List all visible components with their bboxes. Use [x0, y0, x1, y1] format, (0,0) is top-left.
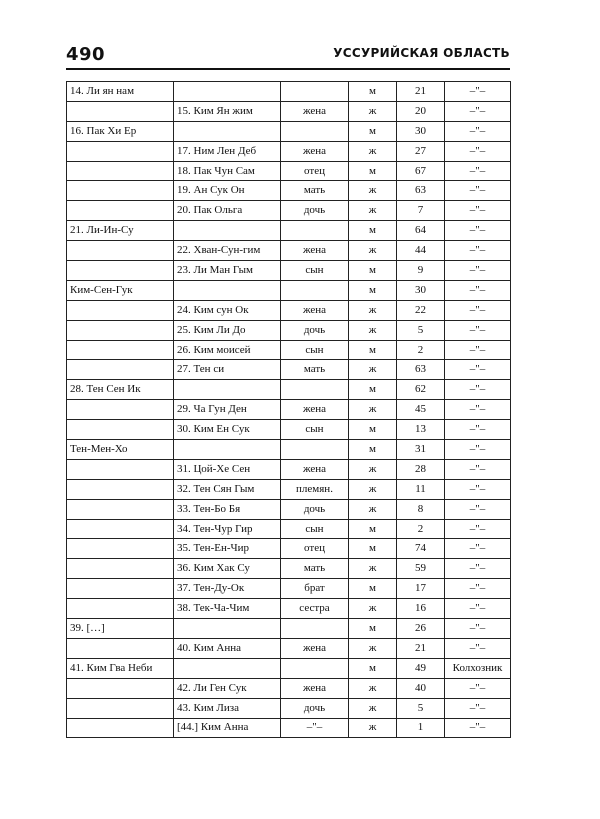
relation-cell: жена	[281, 400, 349, 420]
relation-cell: жена	[281, 101, 349, 121]
census-table	[66, 81, 511, 738]
household-head-cell	[67, 420, 174, 440]
family-member-cell: 25. Ким Ли До	[174, 320, 281, 340]
relation-cell: жена	[281, 638, 349, 658]
note-cell: –"–	[445, 718, 511, 738]
age-cell: 44	[397, 241, 445, 261]
household-head-cell: 28. Тен Сен Ик	[67, 380, 174, 400]
household-head-cell	[67, 718, 174, 738]
sex-cell: ж	[349, 698, 397, 718]
relation-cell: мать	[281, 559, 349, 579]
family-member-cell: 35. Тен-Ен-Чир	[174, 539, 281, 559]
table-row	[67, 300, 511, 320]
sex-cell: м	[349, 121, 397, 141]
table-row	[67, 420, 511, 440]
household-head-cell	[67, 340, 174, 360]
age-cell: 13	[397, 420, 445, 440]
household-head-cell	[67, 101, 174, 121]
family-member-cell: 26. Ким моисей	[174, 340, 281, 360]
family-member-cell: 38. Тек-Ча-Чим	[174, 599, 281, 619]
family-member-cell	[174, 121, 281, 141]
age-cell: 31	[397, 440, 445, 460]
age-cell: 5	[397, 698, 445, 718]
household-head-cell	[67, 539, 174, 559]
note-cell: –"–	[445, 440, 511, 460]
table-row	[67, 340, 511, 360]
sex-cell: м	[349, 261, 397, 281]
household-head-cell	[67, 300, 174, 320]
census-table-body	[67, 82, 511, 738]
table-row	[67, 479, 511, 499]
sex-cell: м	[349, 340, 397, 360]
relation-cell: отец	[281, 161, 349, 181]
running-title: УССУРИЙСКАЯ ОБЛАСТЬ	[333, 46, 510, 60]
relation-cell	[281, 221, 349, 241]
relation-cell: жена	[281, 141, 349, 161]
sex-cell: ж	[349, 320, 397, 340]
household-head-cell	[67, 599, 174, 619]
table-row	[67, 579, 511, 599]
relation-cell: брат	[281, 579, 349, 599]
relation-cell: жена	[281, 241, 349, 261]
note-cell: –"–	[445, 420, 511, 440]
table-row	[67, 201, 511, 221]
age-cell: 2	[397, 519, 445, 539]
table-row	[67, 121, 511, 141]
note-cell: –"–	[445, 698, 511, 718]
sex-cell: ж	[349, 479, 397, 499]
sex-cell: м	[349, 161, 397, 181]
table-row	[67, 241, 511, 261]
note-cell: –"–	[445, 360, 511, 380]
family-member-cell: 27. Тен си	[174, 360, 281, 380]
family-member-cell: 22. Хван-Сун-гим	[174, 241, 281, 261]
sex-cell: м	[349, 82, 397, 102]
note-cell: –"–	[445, 82, 511, 102]
note-cell: –"–	[445, 380, 511, 400]
household-head-cell	[67, 201, 174, 221]
table-row	[67, 380, 511, 400]
table-row	[67, 360, 511, 380]
relation-cell	[281, 440, 349, 460]
household-head-cell	[67, 479, 174, 499]
note-cell: –"–	[445, 221, 511, 241]
relation-cell	[281, 619, 349, 639]
household-head-cell	[67, 678, 174, 698]
sex-cell: ж	[349, 181, 397, 201]
note-cell: Колхозник	[445, 658, 511, 678]
household-head-cell	[67, 698, 174, 718]
relation-cell: дочь	[281, 499, 349, 519]
family-member-cell: 31. Цой-Хе Сен	[174, 459, 281, 479]
family-member-cell: 42. Ли Ген Сук	[174, 678, 281, 698]
table-row	[67, 440, 511, 460]
table-row	[67, 181, 511, 201]
relation-cell: дочь	[281, 698, 349, 718]
note-cell: –"–	[445, 161, 511, 181]
table-row	[67, 539, 511, 559]
relation-cell	[281, 280, 349, 300]
sex-cell: м	[349, 519, 397, 539]
family-member-cell: 40. Ким Анна	[174, 638, 281, 658]
household-head-cell: 16. Пак Хи Ер	[67, 121, 174, 141]
relation-cell: –"–	[281, 718, 349, 738]
family-member-cell: 18. Пак Чун Сам	[174, 161, 281, 181]
sex-cell: ж	[349, 241, 397, 261]
relation-cell	[281, 658, 349, 678]
family-member-cell: [44.] Ким Анна	[174, 718, 281, 738]
note-cell: –"–	[445, 201, 511, 221]
household-head-cell	[67, 241, 174, 261]
table-row	[67, 221, 511, 241]
household-head-cell	[67, 579, 174, 599]
note-cell: –"–	[445, 559, 511, 579]
age-cell: 30	[397, 121, 445, 141]
household-head-cell	[67, 360, 174, 380]
table-row	[67, 698, 511, 718]
household-head-cell	[67, 261, 174, 281]
note-cell: –"–	[445, 539, 511, 559]
family-member-cell: 29. Ча Гун Ден	[174, 400, 281, 420]
family-member-cell: 24. Ким сун Ок	[174, 300, 281, 320]
sex-cell: ж	[349, 360, 397, 380]
family-member-cell	[174, 440, 281, 460]
sex-cell: м	[349, 539, 397, 559]
header-rule	[66, 68, 510, 70]
note-cell: –"–	[445, 101, 511, 121]
note-cell: –"–	[445, 261, 511, 281]
household-head-cell: 39. […]	[67, 619, 174, 639]
household-head-cell: 21. Ли-Ин-Су	[67, 221, 174, 241]
household-head-cell	[67, 559, 174, 579]
relation-cell: мать	[281, 360, 349, 380]
family-member-cell: 30. Ким Ен Сук	[174, 420, 281, 440]
sex-cell: м	[349, 658, 397, 678]
family-member-cell	[174, 619, 281, 639]
relation-cell	[281, 380, 349, 400]
age-cell: 59	[397, 559, 445, 579]
family-member-cell	[174, 380, 281, 400]
family-member-cell: 17. Ним Лен Деб	[174, 141, 281, 161]
household-head-cell	[67, 638, 174, 658]
family-member-cell: 34. Тен-Чур Гир	[174, 519, 281, 539]
age-cell: 30	[397, 280, 445, 300]
age-cell: 49	[397, 658, 445, 678]
sex-cell: м	[349, 440, 397, 460]
table-row	[67, 320, 511, 340]
table-row	[67, 82, 511, 102]
sex-cell: ж	[349, 141, 397, 161]
family-member-cell: 15. Ким Ян жим	[174, 101, 281, 121]
table-row	[67, 499, 511, 519]
note-cell: –"–	[445, 638, 511, 658]
household-head-cell	[67, 400, 174, 420]
table-row	[67, 161, 511, 181]
table-row	[67, 718, 511, 738]
age-cell: 20	[397, 101, 445, 121]
age-cell: 63	[397, 181, 445, 201]
age-cell: 67	[397, 161, 445, 181]
family-member-cell: 20. Пак Ольга	[174, 201, 281, 221]
note-cell: –"–	[445, 579, 511, 599]
sex-cell: ж	[349, 101, 397, 121]
sex-cell: м	[349, 579, 397, 599]
table-row	[67, 678, 511, 698]
family-member-cell: 32. Тен Сян Гым	[174, 479, 281, 499]
household-head-cell	[67, 499, 174, 519]
age-cell: 16	[397, 599, 445, 619]
table-row	[67, 599, 511, 619]
age-cell: 45	[397, 400, 445, 420]
relation-cell: жена	[281, 678, 349, 698]
page-number: 490	[66, 44, 106, 65]
sex-cell: м	[349, 221, 397, 241]
age-cell: 2	[397, 340, 445, 360]
note-cell: –"–	[445, 320, 511, 340]
sex-cell: ж	[349, 499, 397, 519]
note-cell: –"–	[445, 519, 511, 539]
note-cell: –"–	[445, 400, 511, 420]
table-row	[67, 261, 511, 281]
age-cell: 63	[397, 360, 445, 380]
age-cell: 28	[397, 459, 445, 479]
note-cell: –"–	[445, 340, 511, 360]
sex-cell: м	[349, 380, 397, 400]
family-member-cell	[174, 221, 281, 241]
sex-cell: м	[349, 619, 397, 639]
sex-cell: м	[349, 280, 397, 300]
relation-cell: отец	[281, 539, 349, 559]
table-row	[67, 619, 511, 639]
family-member-cell	[174, 280, 281, 300]
household-head-cell: Ким-Сен-Гук	[67, 280, 174, 300]
table-row	[67, 280, 511, 300]
family-member-cell: 36. Ким Хак Су	[174, 559, 281, 579]
table-row	[67, 459, 511, 479]
household-head-cell	[67, 459, 174, 479]
family-member-cell	[174, 82, 281, 102]
age-cell: 27	[397, 141, 445, 161]
sex-cell: м	[349, 420, 397, 440]
note-cell: –"–	[445, 459, 511, 479]
household-head-cell	[67, 320, 174, 340]
household-head-cell	[67, 161, 174, 181]
table-row	[67, 101, 511, 121]
household-head-cell	[67, 141, 174, 161]
sex-cell: ж	[349, 559, 397, 579]
table-row	[67, 400, 511, 420]
note-cell: –"–	[445, 599, 511, 619]
note-cell: –"–	[445, 241, 511, 261]
age-cell: 11	[397, 479, 445, 499]
relation-cell	[281, 121, 349, 141]
household-head-cell: Тен-Мен-Хо	[67, 440, 174, 460]
family-member-cell: 33. Тен-Бо Бя	[174, 499, 281, 519]
note-cell: –"–	[445, 678, 511, 698]
household-head-cell	[67, 181, 174, 201]
family-member-cell: 37. Тен-Ду-Ок	[174, 579, 281, 599]
age-cell: 26	[397, 619, 445, 639]
family-member-cell: 23. Ли Ман Гым	[174, 261, 281, 281]
table-row	[67, 519, 511, 539]
age-cell: 5	[397, 320, 445, 340]
age-cell: 74	[397, 539, 445, 559]
relation-cell: жена	[281, 300, 349, 320]
relation-cell: сын	[281, 519, 349, 539]
table-row	[67, 559, 511, 579]
relation-cell: племян.	[281, 479, 349, 499]
age-cell: 17	[397, 579, 445, 599]
note-cell: –"–	[445, 181, 511, 201]
table-row	[67, 638, 511, 658]
note-cell: –"–	[445, 121, 511, 141]
sex-cell: ж	[349, 718, 397, 738]
relation-cell: дочь	[281, 320, 349, 340]
sex-cell: ж	[349, 400, 397, 420]
relation-cell: сестра	[281, 599, 349, 619]
note-cell: –"–	[445, 300, 511, 320]
relation-cell: жена	[281, 459, 349, 479]
household-head-cell	[67, 519, 174, 539]
family-member-cell: 43. Ким Лиза	[174, 698, 281, 718]
age-cell: 62	[397, 380, 445, 400]
relation-cell: сын	[281, 261, 349, 281]
age-cell: 7	[397, 201, 445, 221]
family-member-cell: 19. Ан Сук Он	[174, 181, 281, 201]
family-member-cell	[174, 658, 281, 678]
age-cell: 21	[397, 82, 445, 102]
relation-cell: мать	[281, 181, 349, 201]
age-cell: 40	[397, 678, 445, 698]
note-cell: –"–	[445, 479, 511, 499]
sex-cell: ж	[349, 300, 397, 320]
table-row	[67, 658, 511, 678]
age-cell: 8	[397, 499, 445, 519]
relation-cell: сын	[281, 340, 349, 360]
sex-cell: ж	[349, 459, 397, 479]
table-row	[67, 141, 511, 161]
age-cell: 9	[397, 261, 445, 281]
age-cell: 1	[397, 718, 445, 738]
relation-cell: сын	[281, 420, 349, 440]
note-cell: –"–	[445, 141, 511, 161]
note-cell: –"–	[445, 499, 511, 519]
sex-cell: ж	[349, 599, 397, 619]
age-cell: 22	[397, 300, 445, 320]
sex-cell: ж	[349, 638, 397, 658]
age-cell: 64	[397, 221, 445, 241]
relation-cell	[281, 82, 349, 102]
note-cell: –"–	[445, 619, 511, 639]
sex-cell: ж	[349, 678, 397, 698]
note-cell: –"–	[445, 280, 511, 300]
age-cell: 21	[397, 638, 445, 658]
household-head-cell: 41. Ким Гва Неби	[67, 658, 174, 678]
sex-cell: ж	[349, 201, 397, 221]
household-head-cell: 14. Ли ян нам	[67, 82, 174, 102]
relation-cell: дочь	[281, 201, 349, 221]
